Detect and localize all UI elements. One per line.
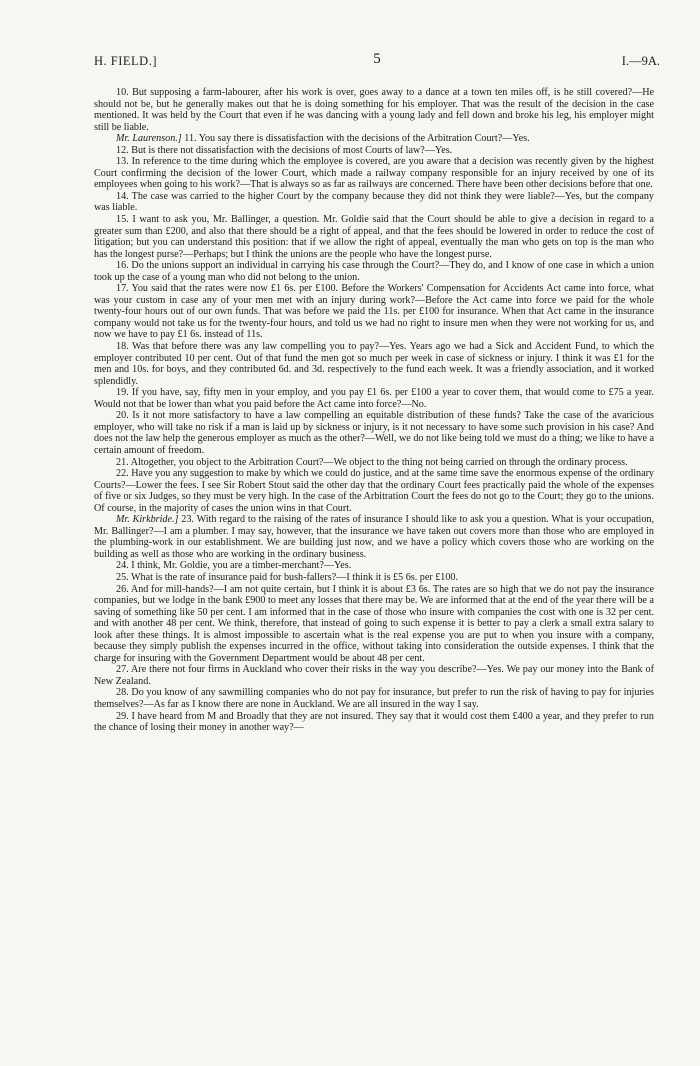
paragraph bbox=[94, 283, 654, 341]
paragraph-text: 27. Are there not four firms in Auckland who cover their risks in the way you describe?—Yes. We pay our money into the Bank of New Zealand. bbox=[94, 664, 654, 687]
document-body bbox=[94, 87, 654, 734]
paragraph-text: 17. You said that the rates were now £1 6s. per £100. Before the Workers' Compensation for Accidents Act came into force, what was your custom in case any of your men met with an injury during work?—Before the Act came into force we paid for the whole twenty-four hours out of our own funds. That was before we paid the 11s. per £100 for insurance. When that Act came in the insurance company would not take us for the twenty-four hours, and told us we had no right to insure men when they were not working for us, and now we have to pay £1 6s. instead of 11s. bbox=[94, 283, 654, 341]
paragraph-text: 28. Do you know of any sawmilling companies who do not pay for insurance, but prefer to run the risk of having to pay for injuries themselves?—As far as I know there are none in Auckland. We are all insured in the way I say. bbox=[94, 687, 654, 710]
paragraph bbox=[94, 584, 654, 665]
paragraph bbox=[94, 664, 654, 687]
paragraph bbox=[94, 341, 654, 387]
page-header bbox=[94, 51, 660, 74]
paragraph bbox=[94, 711, 654, 734]
paragraph-text: 13. In reference to the time during which the employee is covered, are you aware that a decision was recently given by the highest Court confirming the decision of the lower Court, which made a railway company responsible for an injury received by one of its employees when going to his work?—That is always so as far as railways are concerned. There have been other decisions before that one. bbox=[94, 156, 654, 191]
paragraph-text: 21. Altogether, you object to the Arbitration Court?—We object to the thing not being carried on through the ordinary process. bbox=[116, 456, 628, 468]
paragraph-text: 10. But supposing a farm-labourer, after his work is over, goes away to a dance at a town ten miles off, is he still covered?—He should not be, but he generally makes out that he is doing something for his employer. That was the result of the decision in the case mentioned. It was held by the Court that even if he was dancing with a young lady and fell down and broke his leg, his employer might still be liable. bbox=[94, 87, 654, 133]
paragraph bbox=[94, 214, 654, 260]
paragraph bbox=[94, 387, 654, 410]
paragraph-text: 19. If you have, say, fifty men in your employ, and you pay £1 6s. per £100 a year to cover them, that would come to £75 a year. Would not that be lower than what you paid before the Act came into force?—No. bbox=[94, 387, 654, 410]
paragraph-text: 16. Do the unions support an individual in carrying his case through the Court?—They do, and I know of one case in which a union took up the case of a young man who did not belong to the union. bbox=[94, 260, 654, 283]
paragraph-text: 20. Is it not more satisfactory to have a law compelling an equitable distribution of these funds? Take the case of the avaricious employer, who will take no risk if a man is laid up by sickness or injury, is it not necessary to have some such provision in his case? And does not the law help the generous employer as much as the other?—Well, we do not like being told we must do a thing; we like to have a certain amount of freedom. bbox=[94, 410, 654, 456]
paragraph bbox=[94, 572, 654, 584]
speaker-label: Mr. Kirkbride.] bbox=[116, 514, 179, 526]
paragraph-text: 26. And for mill-hands?—I am not quite certain, but I think it is about £3 6s. The rates are so high that we do not pay the insurance companies, but we lodge in the bank £900 to meet any losses that there may be. We are informed that at the end of the year there will be a saving of something like 50 per cent. I am informed that in the case of those who insure with companies the cost with one is 32 per cent. and with another 48 per cent. We think, therefore, that instead of going to such expense it is better to pay a clerk a small extra salary to look after these things. It is almost impossible to ascertain what is the real expense you are put to when you insure with a company, because they simply publish the expenses incurred in the office, without taking into consideration the outside expenses. I think that the charge for insuring with the Government Department would be about 48 per cent. bbox=[94, 583, 654, 664]
speaker-label: Mr. Laurenson.] bbox=[116, 133, 182, 145]
paragraph bbox=[94, 514, 654, 560]
paragraph bbox=[94, 410, 654, 456]
paragraph-text: 14. The case was carried to the higher Court by the company because they did not think they were liable?—Yes, but the company was liable. bbox=[94, 190, 654, 214]
paragraph-text: 11. You say there is dissatisfaction with the decisions of the Arbitration Court?—Yes. bbox=[184, 133, 530, 145]
paragraph bbox=[94, 87, 654, 133]
header-witness: H. FIELD.] bbox=[94, 54, 157, 68]
header-document-ref: I.—9A. bbox=[621, 54, 660, 68]
paragraph bbox=[94, 687, 654, 710]
paragraph bbox=[94, 145, 654, 157]
paragraph-text: 22. Have you any suggestion to make by which we could do justice, and at the same time save the enormous expense of the ordinary Courts?—Lower the fees. I see Sir Robert Stout said the other day that the ordinary Court fees practically paid the whole of the expenses of five or six Judges, so they must be very high. In the case of the Arbitration Court the fees do not go to the Court; they go to the unions. Of course, in the majority of cases the union wins in that Court. bbox=[94, 468, 654, 514]
paragraph-text: 29. I have heard from M and Broadly that they are not insured. They say that it would cost them £400 a year, and they prefer to run the chance of losing their money in another way?— bbox=[94, 710, 654, 734]
paragraph bbox=[94, 560, 654, 572]
paragraph-text: 23. With regard to the raising of the rates of insurance I should like to ask you a question. What is your occupation, Mr. Ballinger?—I am a plumber. I may say, however, that the insurance we have taken out covers more than those who are employed in the plumbing-work in our establishment. We are building just now, and we have a policy which covers those who are working on the building as well as those who are working in the ordinary business. bbox=[94, 514, 654, 560]
paragraph-text: 18. Was that before there was any law compelling you to pay?—Yes. Years ago we had a Sick and Accident Fund, to which the employer contributed 10 per cent. Out of that fund the men got so much per week in case of sickness or injury. I think it was £1 for the men and 10s. for boys, and they contributed 6d. and 3d. respectively to the fund each week. It was a friendly association, and it worked splendidly. bbox=[94, 341, 654, 387]
page-number: 5 bbox=[373, 51, 381, 67]
paragraph bbox=[94, 191, 654, 214]
paragraph bbox=[94, 133, 654, 145]
paragraph-text: 24. I think, Mr. Goldie, you are a timber-merchant?—Yes. bbox=[116, 560, 352, 572]
paragraph-text: 25. What is the rate of insurance paid for bush-fallers?—I think it is £5 6s. per £100. bbox=[116, 571, 459, 583]
paragraph bbox=[94, 457, 654, 469]
paragraph-text: 12. But is there not dissatisfaction with the decisions of most Courts of law?—Yes. bbox=[116, 144, 453, 156]
paragraph-text: 15. I want to ask you, Mr. Ballinger, a question. Mr. Goldie said that the Court should be able to give a decision in regard to a greater sum than £200, and also that there should be a right of appeal, and that the fees should be lowered in order to reduce the cost of litigation; but you can understand this position: that if we allow the right of appeal, eventually the man who gets on top is the man who has the longest purse?—Perhaps; but I think the unions are the people who have the longest purse. bbox=[94, 214, 654, 260]
paragraph bbox=[94, 468, 654, 514]
paragraph bbox=[94, 156, 654, 191]
paragraph bbox=[94, 260, 654, 283]
